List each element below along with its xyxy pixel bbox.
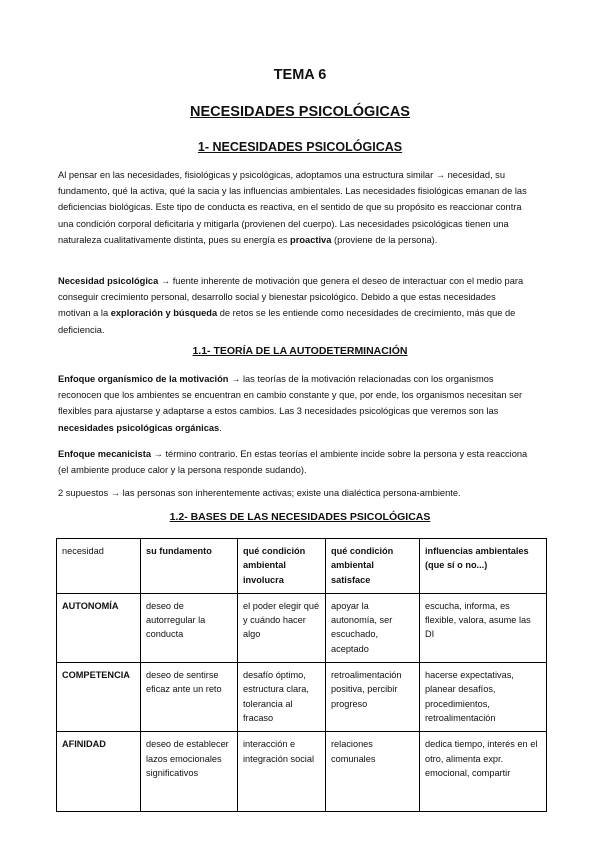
table-cell: retroalimentación positiva, percibir progreso (326, 663, 420, 732)
table-cell: desafío óptimo, estructura clara, tolerancia al fracaso (238, 663, 326, 732)
table-header-cell: su fundamento (141, 539, 238, 594)
section-1-1-heading: 1.1- TEORÍA DE LA AUTODETERMINACIÓN (192, 345, 408, 357)
paragraph-enfoque-mecanicista: Enfoque mecanicista → término contrario. En estas teorías el ambiente incide sobre la persona y esta reacciona (el ambiente produce calor y la persona responde sudando). (58, 449, 528, 476)
paragraph-enfoque-organismico: Enfoque organísmico de la motivación → las teorías de la motivación relacionadas con los organismos reconocen que los ambientes se encuentran en cambio constante y que, por ende, los organismos necesitan ser flexibles para ajustarse y adaptarse a estos cambios. Las 3 necesidades psicológicas que veremos son las necesidades psicológicas orgánicas. (58, 374, 523, 433)
table-cell: deseo de sentirse eficaz ante un reto (141, 663, 238, 732)
table-cell: dedica tiempo, interés en el otro, alimenta expr. emocional, compartir (420, 732, 547, 812)
table-row (57, 732, 547, 812)
table-cell: deseo de autorregular la conducta (141, 593, 238, 662)
table-cell: interacción e integración social (238, 732, 326, 812)
table-header-cell: qué condición ambiental involucra (238, 539, 326, 594)
section-1-heading: 1- NECESIDADES PSICOLÓGICAS (197, 140, 403, 154)
table-cell: hacerse expectativas, planear desafíos, procedimientos, retroalimentación (420, 663, 547, 732)
table-cell-need: AFINIDAD (57, 732, 141, 812)
table-header-row (57, 539, 547, 594)
table-cell: deseo de establecer lazos emocionales significativos (141, 732, 238, 812)
paragraph-intro: Al pensar en las necesidades, fisiológicas y psicológicas, adoptamos una estructura similar → necesidad, su fundamento, qué la activa, qué la sacia y las influencias ambientales. Las necesidades fisiológicas emanan de las deficiencias biológicas. Este tipo de conducta es reactiva, en el sentido de que su propósito es reaccionar contra una condición corporal deficitaria y mitigarla (provienen del cuerpo). Las necesidades psicológicas tienen una naturaleza cualitativamente distinta, pues su energía es proactiva (proviene de la persona). (58, 170, 527, 245)
table-header-cell: necesidad (57, 539, 141, 594)
table-cell: escucha, informa, es flexible, valora, asume las DI (420, 593, 547, 662)
table-cell-need: COMPETENCIA (57, 663, 141, 732)
table-cell: el poder elegir qué y cuándo hacer algo (238, 593, 326, 662)
table-cell: relaciones comunales (326, 732, 420, 812)
main-title: NECESIDADES PSICOLÓGICAS (190, 104, 410, 120)
table-cell-need: AUTONOMÍA (57, 593, 141, 662)
needs-table (56, 538, 547, 812)
paragraph-supuestos: 2 supuestos → las personas son inherentemente activas; existe una dialéctica persona-ambiente. (58, 488, 461, 498)
paragraph-necesidad-psicologica: Necesidad psicológica → fuente inherente de motivación que genera el deseo de interactuar con el medio para conseguir crecimiento personal, desarrollo social y bienestar psicológico. Debido a que estas necesidades motivan a la exploración y búsqueda de retos se les entiende como necesidades de crecimiento, más que de deficiencia. (58, 276, 524, 335)
section-1-2-heading: 1.2- BASES DE LAS NECESIDADES PSICOLÓGICAS (169, 511, 431, 523)
table-cell: apoyar la autonomía, ser escuchado, aceptado (326, 593, 420, 662)
table-header-cell: influencias ambientales (que sí o no...) (420, 539, 547, 594)
table-row (57, 663, 547, 732)
tema-number: TEMA 6 (273, 67, 327, 83)
table-row (57, 593, 547, 662)
table-header-cell: qué condición ambiental satisface (326, 539, 420, 594)
